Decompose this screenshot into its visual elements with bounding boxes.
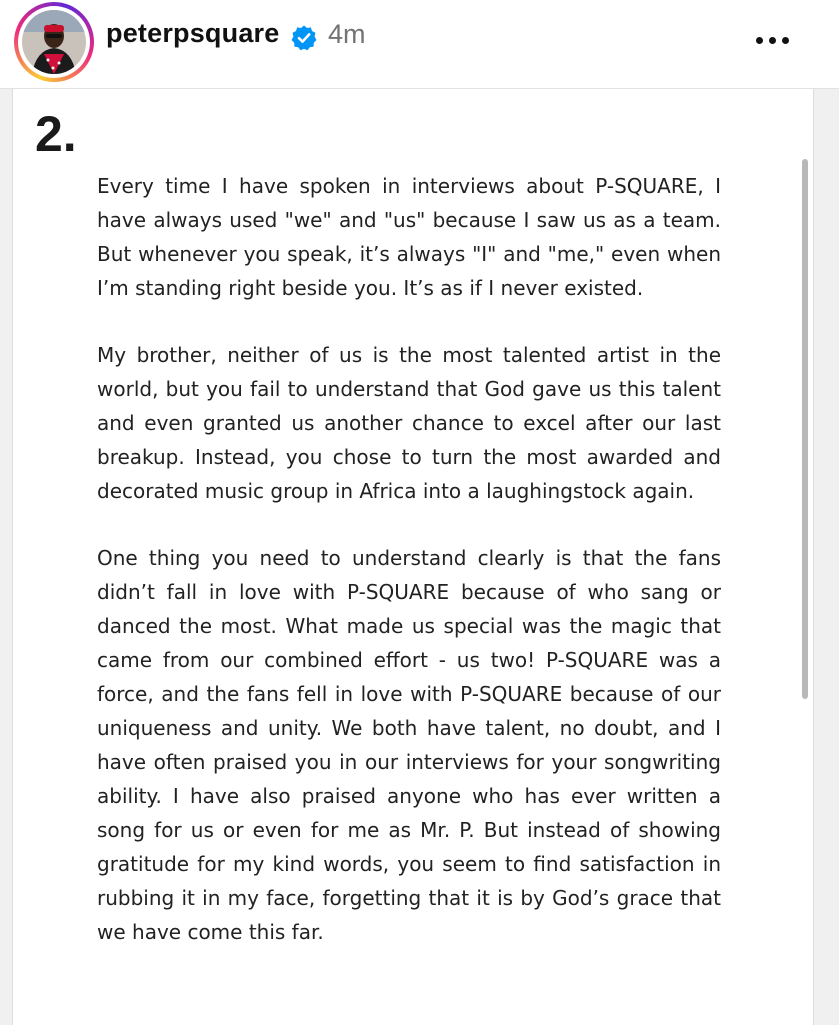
more-options-button[interactable] xyxy=(748,22,796,58)
story-ring[interactable] xyxy=(14,2,94,82)
username[interactable]: peterpsquare xyxy=(106,18,280,48)
profile-photo xyxy=(22,10,86,74)
slide-number: 2. xyxy=(35,106,77,162)
letter-paragraph-2: My brother, neither of us is the most talented artist in the world, but you fail to understand that God gave us this talent and even granted us another chance to excel after our last breakup. Instead, you chose to turn the most awarded and decorated music group in Africa into a laughingstock again. xyxy=(97,343,721,503)
verified-badge-icon xyxy=(290,24,318,52)
letter-body xyxy=(97,169,721,982)
avatar[interactable] xyxy=(22,10,86,74)
letter-paragraph-3: One thing you need to understand clearly is that the fans didn’t fall in love with P-SQUARE because of who sang or danced the most. What made us special was the magic that came from our combined effort - us two! P-SQUARE was a force, and the fans fell in love with P-SQUARE because of our uniqueness and unity. We both have talent, no doubt, and I have often praised you in our interviews for your songwriting ability. I have also praised anyone who has ever written a song for us or even for me as Mr. P. But instead of showing gratitude for my kind words, you seem to find satisfaction in rubbing it in my face, forgetting that it is by God’s grace that we have come this far. xyxy=(97,546,721,944)
post-header xyxy=(0,0,839,84)
letter-slide xyxy=(12,89,814,1025)
letter-paragraph-1: Every time I have spoken in interviews about P-SQUARE, I have always used "we" and "us" because I saw us as a team. But whenever you speak, it’s always "I" and "me," even when I’m standing right beside you. It’s as if I never existed. xyxy=(97,174,721,300)
more-horizontal-icon xyxy=(756,37,763,44)
post-image[interactable] xyxy=(0,88,839,1025)
scrollbar[interactable] xyxy=(802,159,808,699)
post-timestamp: 4m xyxy=(328,19,366,49)
